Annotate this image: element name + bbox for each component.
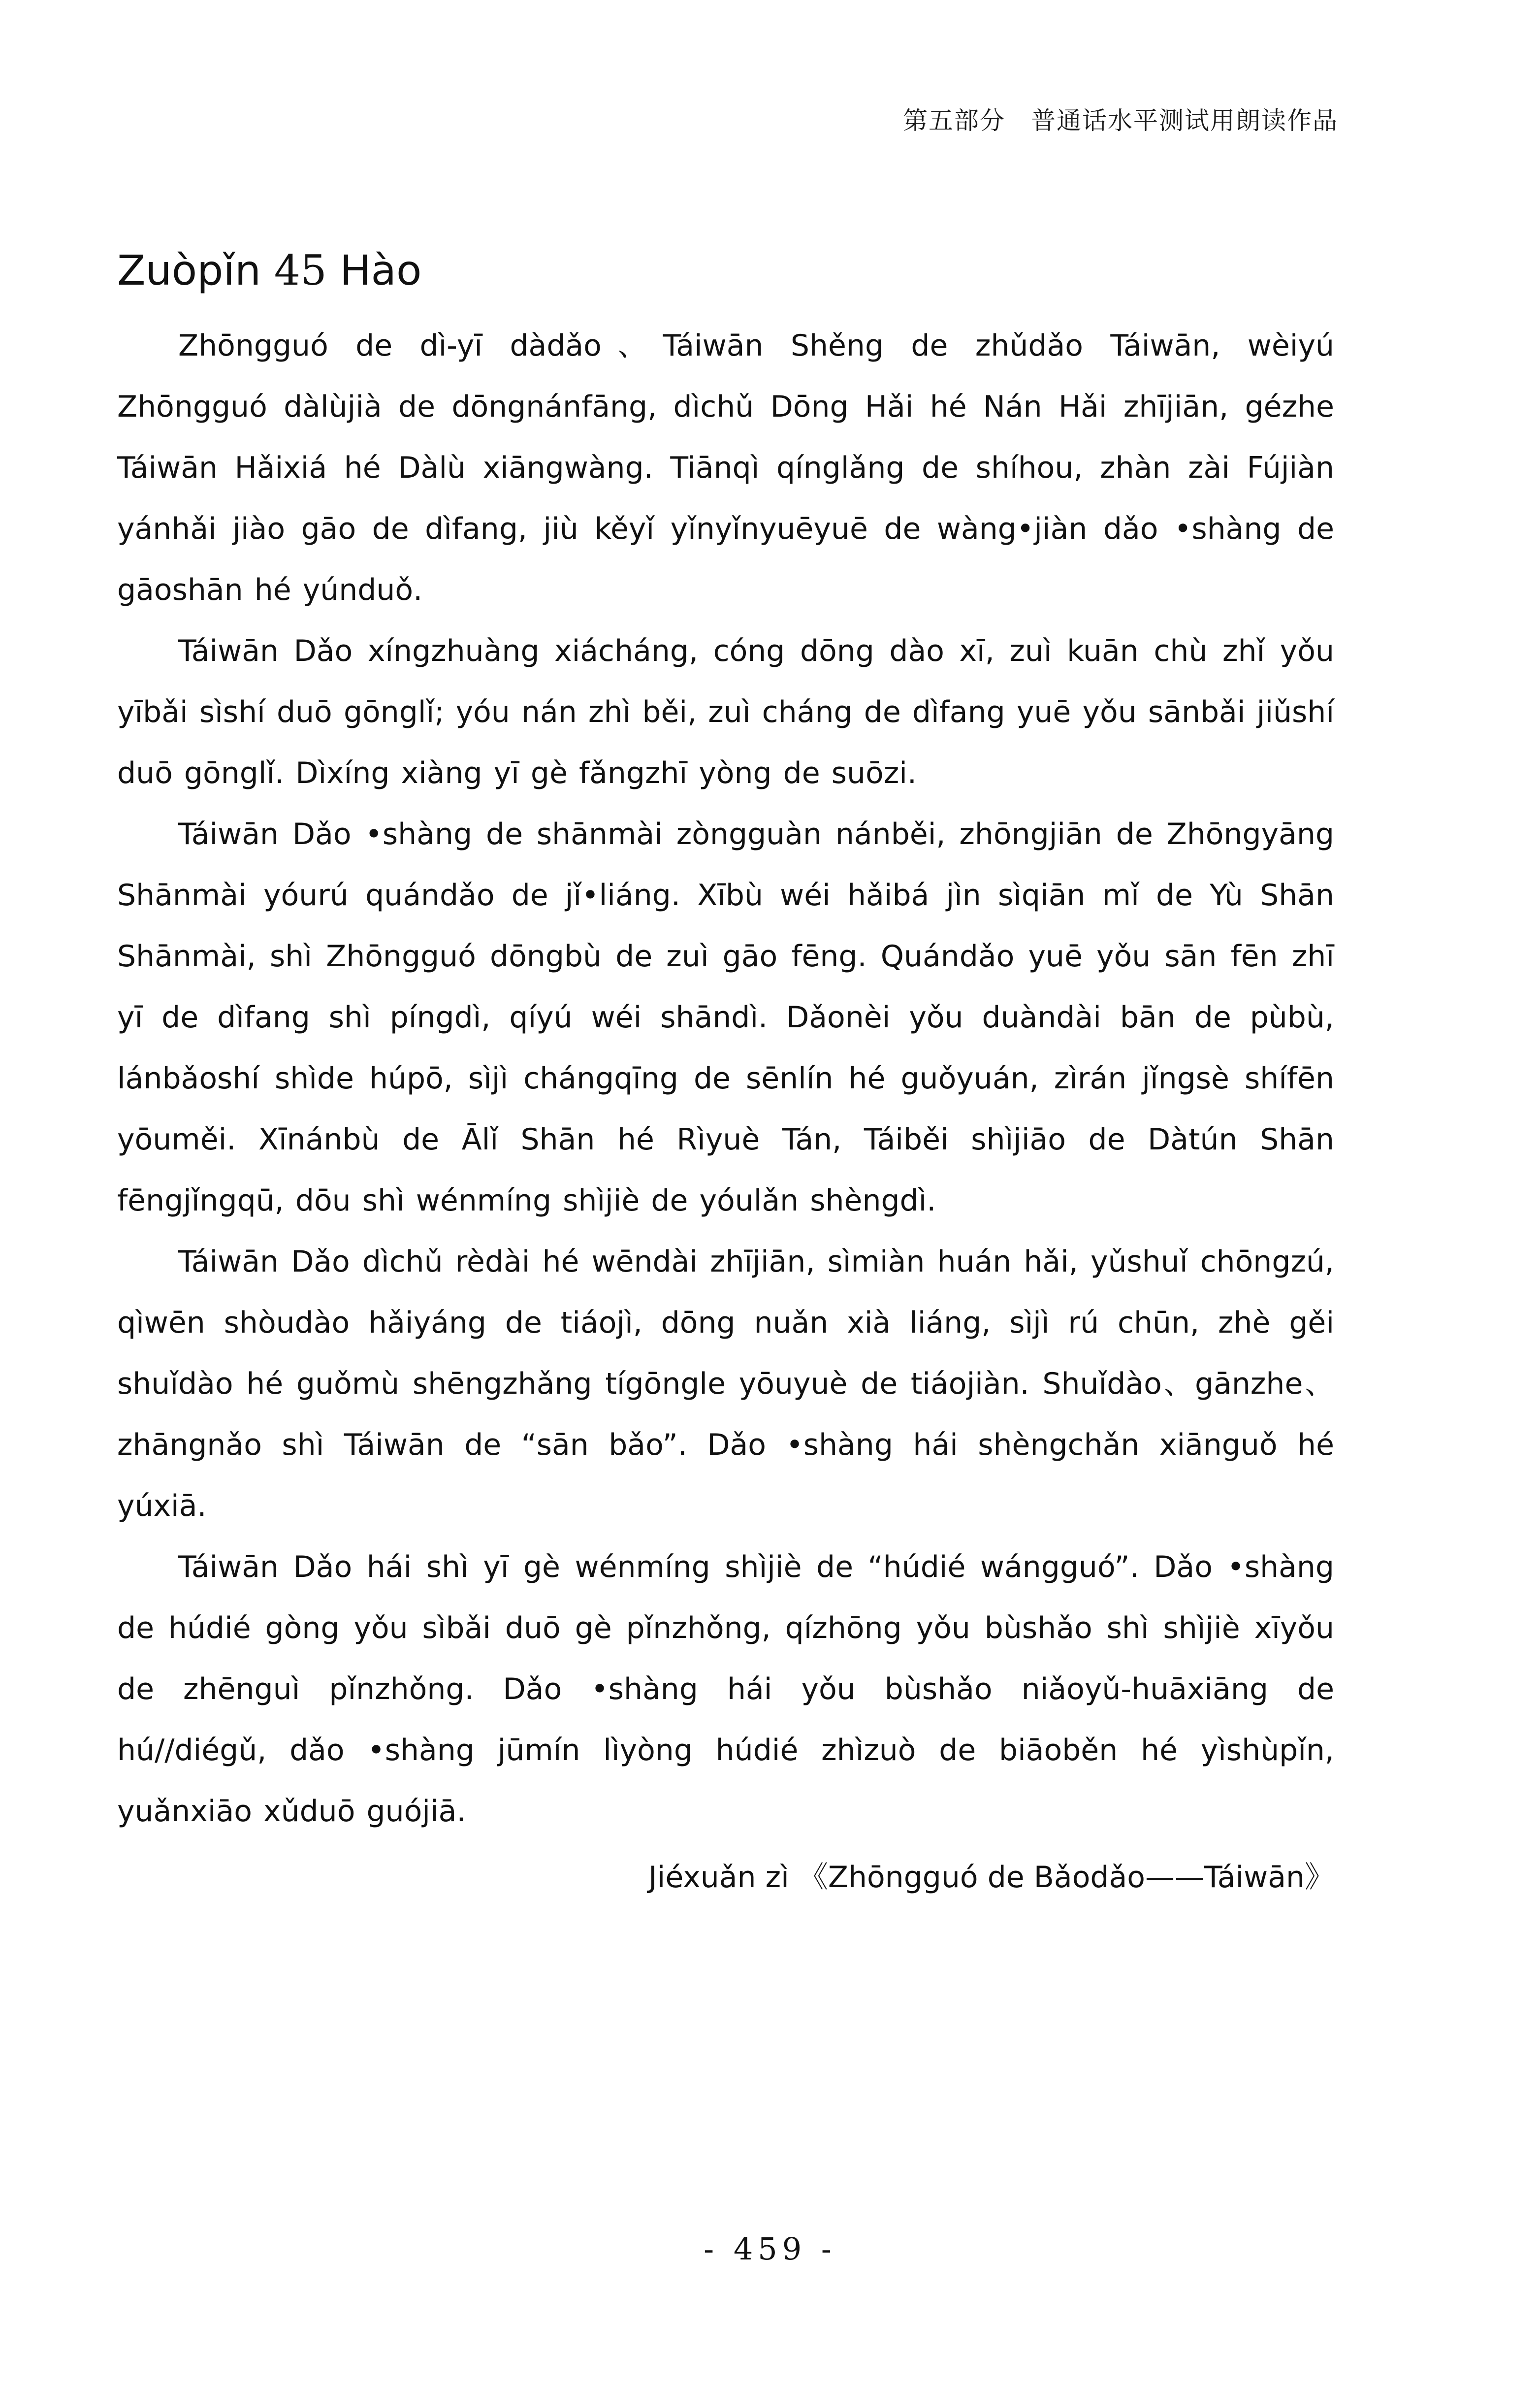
paragraph: Táiwān Dǎo xíngzhuàng xiácháng, cóng dōng dào xī, zuì kuān chù zhǐ yǒu yībǎi sìshí duō gōnglǐ; yóu nán zhì běi, zuì cháng de dìfang yuē yǒu sānbǎi jiǔshí duō gōnglǐ. Dìxíng xiàng yī gè fǎngzhī yòng de suōzi. — [117, 634, 1334, 790]
paragraph: Táiwān Dǎo dìchǔ rèdài hé wēndài zhījiān, sìmiàn huán hǎi, yǔshuǐ chōngzú, qìwēn shòudào hǎiyáng de tiáojì, dōng nuǎn xià liáng, sìjì rú chūn, zhè gěi shuǐdào hé guǒmù shēngzhǎng tígōngle yōuyuè de tiáojiàn. Shuǐdào、gānzhe、zhāngnǎo shì Táiwān de “sān bǎo”. Dǎo •shàng hái shèngchǎn xiānguǒ hé yúxiā. — [117, 1244, 1334, 1523]
page-number: - 459 - — [704, 2231, 836, 2267]
paragraph: Táiwān Dǎo hái shì yī gè wénmíng shìjiè de “húdié wángguó”. Dǎo •shàng de húdié gòng yǒu sìbǎi duō gè pǐnzhǒng, qízhōng yǒu bùshǎo shì shìjiè xīyǒu de zhēnguì pǐnzhǒng. Dǎo •shàng hái yǒu bùshǎo niǎoyǔ-huāxiāng de hú//diégǔ, dǎo •shàng jūmín lìyòng húdié zhìzuò de biāoběn hé yìshùpǐn, yuǎnxiāo xǔduō guójiā. — [117, 1550, 1334, 1829]
title-suffix: Hào — [340, 246, 422, 294]
title-prefix: Zuòpǐn — [117, 246, 261, 294]
paragraph: Zhōngguó de dì-yī dàdǎo、Táiwān Shěng de zhǔdǎo Táiwān, wèiyú Zhōngguó dàlùjià de dōngnánfāng, dìchǔ Dōng Hǎi hé Nán Hǎi zhījiān, gézhe Táiwān Hǎixiá hé Dàlù xiāngwàng. Tiānqì qínglǎng de shíhou, zhàn zài Fújiàn yánhǎi jiào gāo de dìfang, jiù kěyǐ yǐnyǐnyuēyuē de wàng•jiàn dǎo •shàng de gāoshān hé yúnduǒ. — [117, 328, 1334, 607]
paragraph: Táiwān Dǎo •shàng de shānmài zòngguàn nánběi, zhōngjiān de Zhōngyāng Shānmài yóurú quándǎo de jǐ•liáng. Xībù wéi hǎibá jìn sìqiān mǐ de Yù Shān Shānmài, shì Zhōngguó dōngbù de zuì gāo fēng. Quándǎo yuē yǒu sān fēn zhī yī de dìfang shì píngdì, qíyú wéi shāndì. Dǎonèi yǒu duàndài bān de pùbù, lánbǎoshí shìde húpō, sìjì chángqīng de sēnlín hé guǒyuán, zìrán jǐngsè shífēn yōuměi. Xīnánbù de Ālǐ Shān hé Rìyuè Tán, Táiběi shìjiāo de Dàtún Shān fēngjǐngqū, dōu shì wénmíng shìjiè de yóulǎn shèngdì. — [117, 817, 1334, 1218]
piece-title — [117, 246, 421, 294]
running-header: 第五部分 普通话水平测试用朗读作品 — [903, 106, 1338, 135]
reading-text — [117, 315, 1334, 1908]
title-number: 45 — [274, 246, 327, 294]
source-citation: Jiéxuǎn zì 《Zhōngguó de Bǎodǎo——Táiwān》 — [648, 1860, 1334, 1895]
